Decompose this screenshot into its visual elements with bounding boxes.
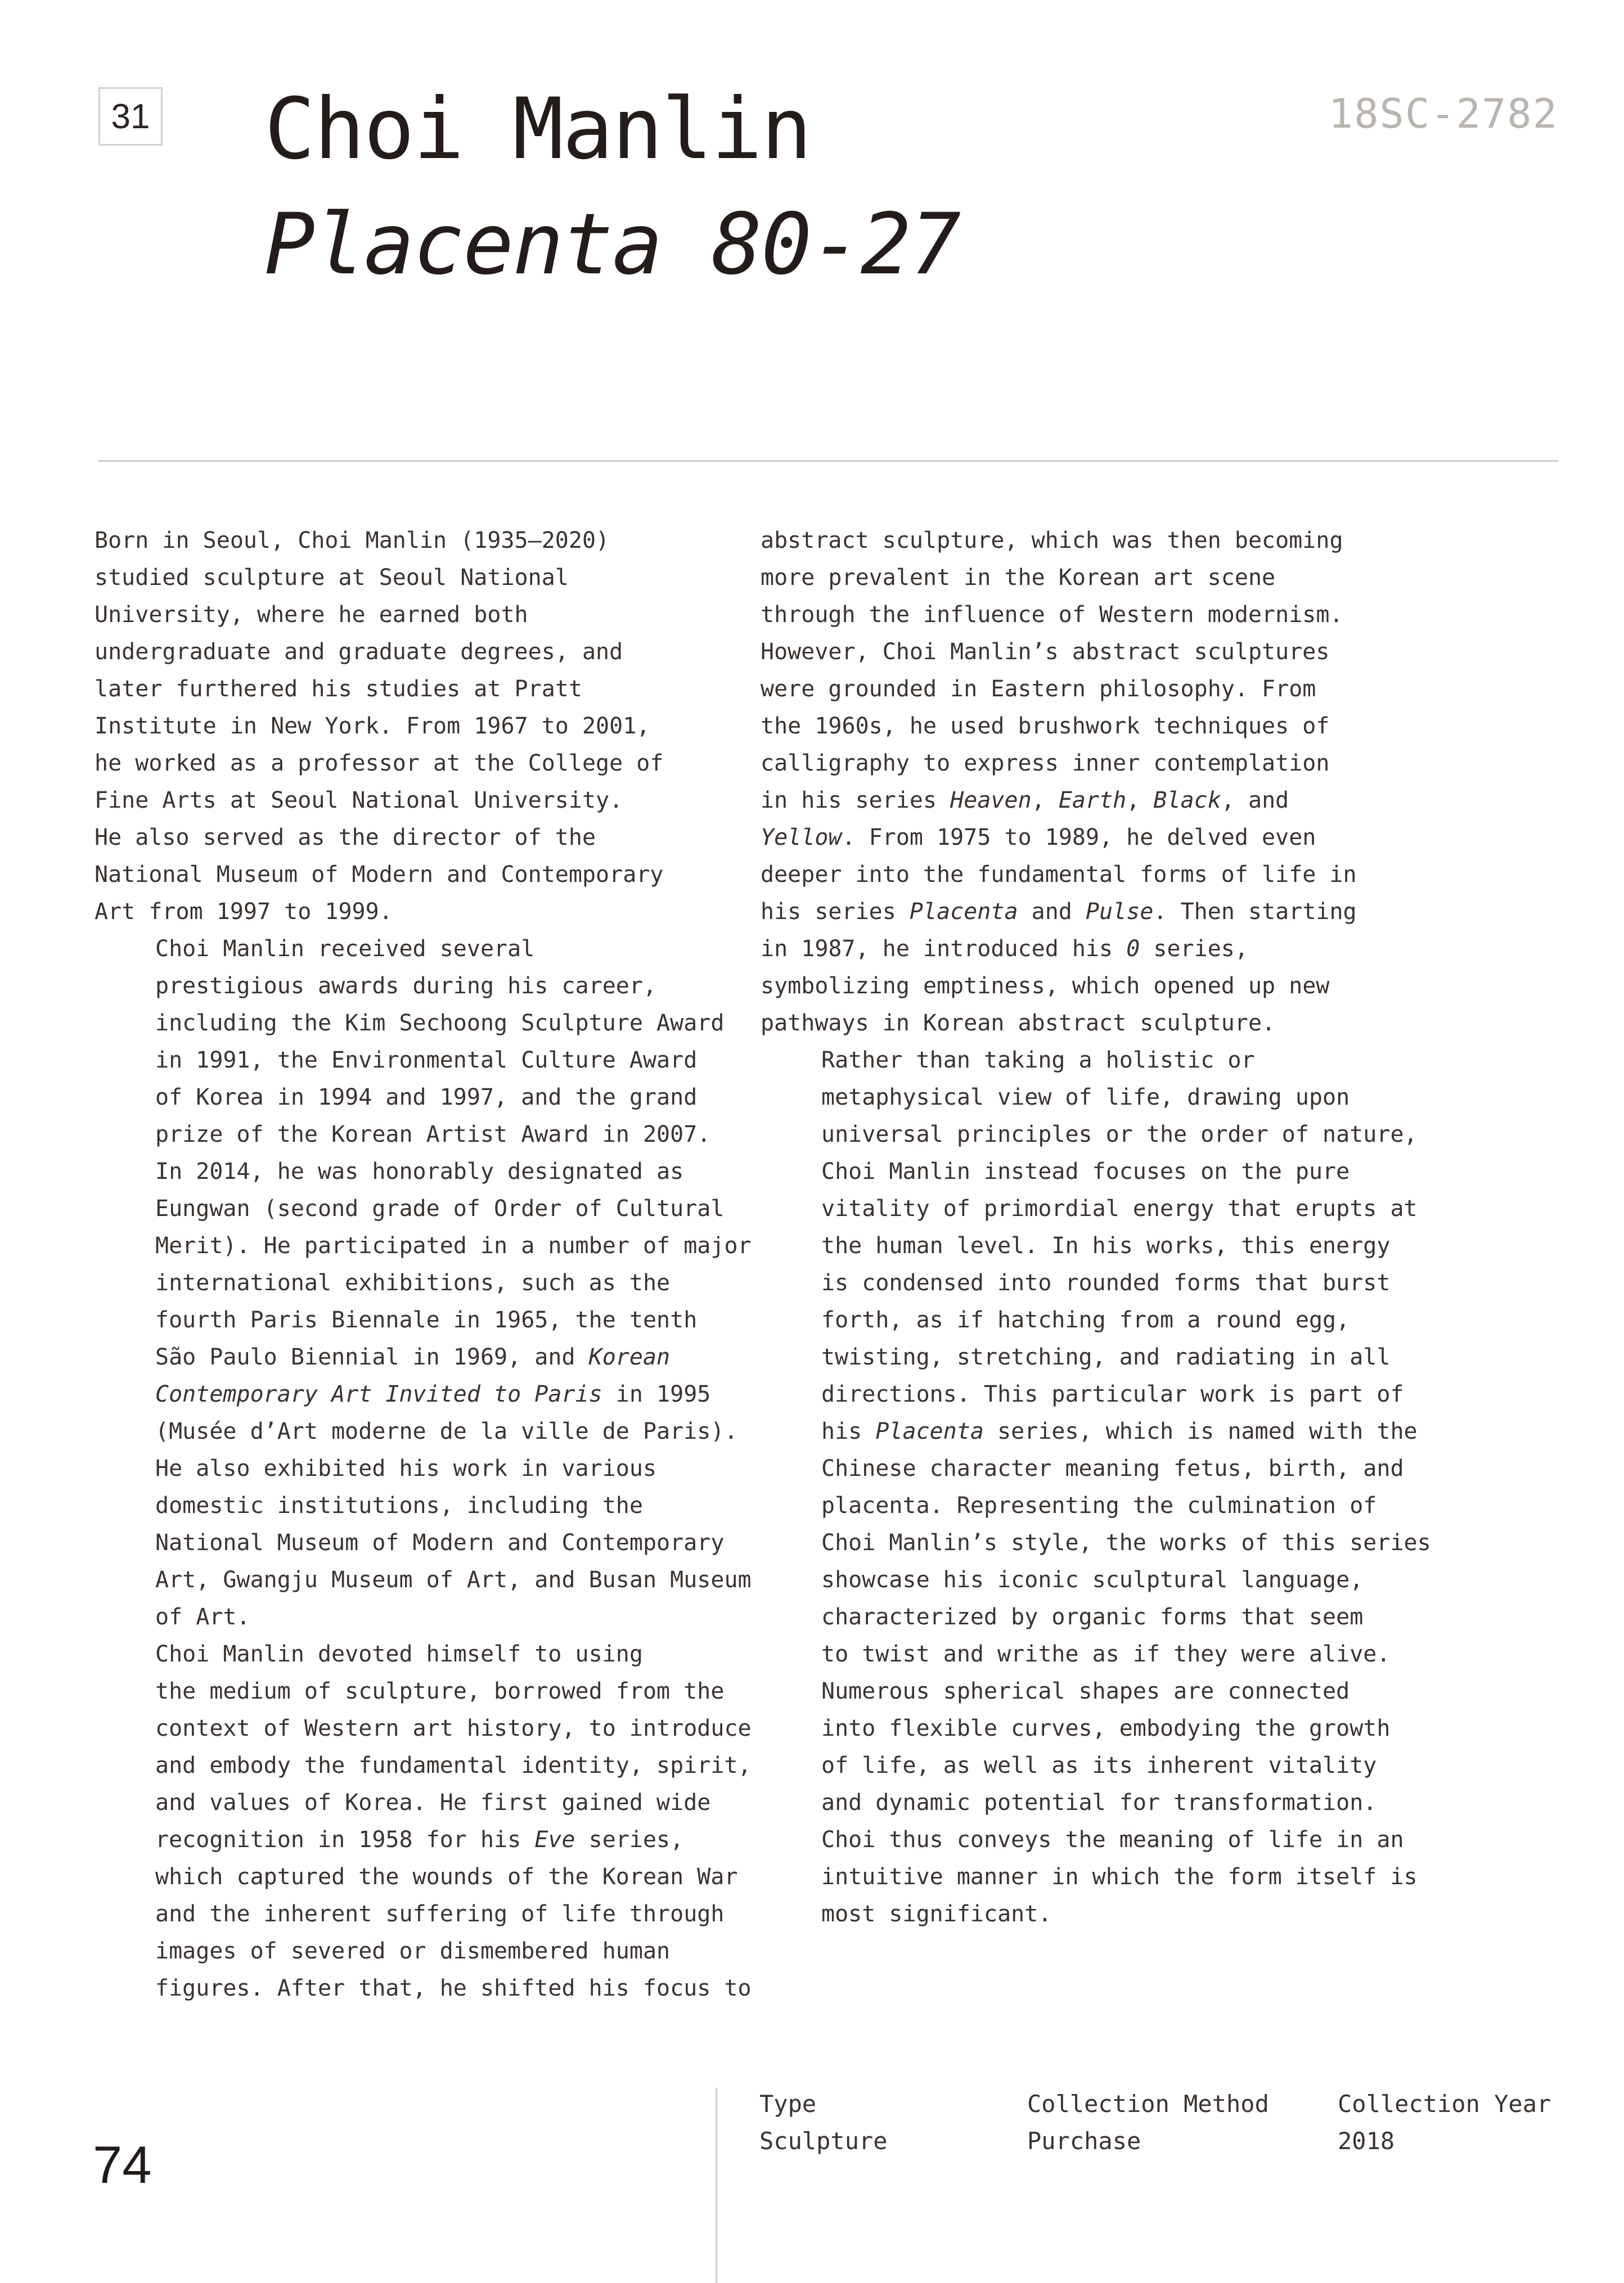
text-line: his Placenta series, which is named with the: [821, 1419, 1418, 1444]
text-line: his series Placenta and Pulse. Then starting: [761, 899, 1357, 925]
metadata-label: Type: [759, 2090, 817, 2118]
text-line: University, where he earned both: [95, 602, 528, 628]
text-line: Art, Gwangju Museum of Art, and Busan Museum: [155, 1567, 752, 1593]
metadata-value: Sculpture: [759, 2127, 888, 2155]
text-line: Merit). He participated in a number of major: [155, 1233, 752, 1259]
text-line: through the influence of Western modernism.: [761, 602, 1343, 628]
text-line: domestic institutions, including the: [155, 1493, 643, 1519]
text-line: deeper into the fundamental forms of life in: [761, 862, 1357, 888]
italic-title: Yellow: [761, 825, 842, 850]
text-line: Choi Manlin instead focuses on the pure: [821, 1159, 1350, 1185]
text-line: context of Western art history, to introduce: [155, 1715, 752, 1741]
italic-title: Placenta: [909, 899, 1018, 925]
text-line: more prevalent in the Korean art scene: [761, 565, 1276, 591]
text-line: Choi Manlin devoted himself to using: [155, 1641, 643, 1667]
text-line: Eungwan (second grade of Order of Cultural: [155, 1196, 725, 1222]
accession-number: 18SC-2782: [1328, 90, 1558, 137]
text-line: National Museum of Modern and Contemporary: [155, 1530, 725, 1556]
paragraph: [95, 930, 752, 1636]
text-line: He also served as the director of the: [95, 825, 596, 850]
text-line: in 1991, the Environmental Culture Award: [155, 1047, 698, 1073]
text-line: placenta. Representing the culmination of: [821, 1493, 1377, 1519]
text-line: Contemporary Art Invited to Paris in 1995: [155, 1381, 711, 1407]
text-line: Choi Manlin received several: [155, 936, 535, 962]
footer-divider: [716, 2088, 717, 2283]
text-line: later furthered his studies at Pratt: [95, 676, 582, 702]
text-line: pathways in Korean abstract sculpture.: [761, 1010, 1276, 1036]
paragraph: [95, 1636, 752, 2007]
text-line: Born in Seoul, Choi Manlin (1935–2020): [95, 528, 610, 553]
text-line: Fine Arts at Seoul National University.: [95, 787, 623, 813]
text-line: figures. After that, he shifted his focus to: [155, 1975, 752, 2001]
text-line: images of severed or dismembered human: [155, 1938, 671, 1964]
italic-title: Heaven: [950, 787, 1032, 813]
text-line: São Paulo Biennial in 1969, and Korean: [155, 1344, 671, 1370]
text-line: metaphysical view of life, drawing upon: [821, 1084, 1350, 1110]
text-line: studied sculpture at Seoul National: [95, 565, 569, 591]
text-line: Numerous spherical shapes are connected: [821, 1678, 1350, 1704]
text-line: characterized by organic forms that seem: [821, 1604, 1364, 1630]
paragraph: [761, 522, 1396, 1042]
body-column-left: [95, 522, 752, 2007]
text-line: in 1987, he introduced his 0 series,: [761, 936, 1248, 962]
paragraph: [761, 1042, 1431, 1933]
metadata-collection-method: [1027, 2086, 1269, 2160]
body-column-right: [761, 522, 1431, 1933]
text-line: Yellow. From 1975 to 1989, he delved even: [761, 825, 1316, 850]
text-line: universal principles or the order of nature,: [821, 1122, 1418, 1147]
text-line: symbolizing emptiness, which opened up new: [761, 973, 1330, 999]
text-line: intuitive manner in which the form itself is: [821, 1864, 1418, 1890]
text-line: to twist and writhe as if they were alive.: [821, 1641, 1391, 1667]
text-line: Choi thus conveys the meaning of life in an: [821, 1827, 1404, 1853]
text-line: Choi Manlin’s style, the works of this series: [821, 1530, 1431, 1556]
metadata-label: Collection Year: [1338, 2090, 1551, 2118]
italic-title: Black: [1153, 787, 1221, 813]
italic-title: Contemporary Art Invited to Paris: [155, 1381, 602, 1407]
page-title: [264, 72, 960, 303]
italic-title: 0: [1126, 936, 1140, 962]
text-line: prestigious awards during his career,: [155, 973, 657, 999]
text-line: National Museum of Modern and Contemporary: [95, 862, 664, 888]
text-line: the 1960s, he used brushwork techniques of: [761, 713, 1330, 739]
italic-title: Korean: [588, 1344, 671, 1370]
metadata-label: Collection Method: [1027, 2090, 1269, 2118]
italic-title: Eve: [534, 1827, 575, 1853]
work-title: Placenta 80-27: [264, 196, 960, 294]
text-line: In 2014, he was honorably designated as: [155, 1159, 684, 1185]
text-line: forth, as if hatching from a round egg,: [821, 1307, 1350, 1333]
entry-number: 31: [111, 97, 150, 136]
page-number: 74: [93, 2135, 152, 2194]
metadata-type: [759, 2086, 888, 2160]
paragraph: [95, 522, 730, 930]
text-line: and dynamic potential for transformation.: [821, 1790, 1377, 1816]
text-line: of Korea in 1994 and 1997, and the grand: [155, 1084, 698, 1110]
text-line: into flexible curves, embodying the growth: [821, 1715, 1391, 1741]
text-line: were grounded in Eastern philosophy. From: [761, 676, 1316, 702]
metadata-value: Purchase: [1027, 2127, 1141, 2155]
metadata-value: 2018: [1338, 2127, 1395, 2155]
text-line: and the inherent suffering of life through: [155, 1901, 725, 1927]
italic-title: Earth: [1058, 787, 1127, 813]
text-line: Institute in New York. From 1967 to 2001,: [95, 713, 650, 739]
text-line: Art from 1997 to 1999.: [95, 899, 393, 925]
header-divider: [98, 460, 1558, 462]
text-line: recognition in 1958 for his Eve series,: [155, 1827, 684, 1853]
text-line: of life, as well as its inherent vitality: [821, 1753, 1377, 1778]
text-line: the human level. In his works, this energy: [821, 1233, 1391, 1259]
text-line: and values of Korea. He first gained wide: [155, 1790, 711, 1816]
metadata-collection-year: [1338, 2086, 1551, 2160]
text-line: and embody the fundamental identity, spirit,: [155, 1753, 752, 1778]
text-line: including the Kim Sechoong Sculpture Award: [155, 1010, 725, 1036]
text-line: showcase his iconic sculptural language,: [821, 1567, 1364, 1593]
italic-title: Pulse: [1085, 899, 1154, 925]
text-line: Rather than taking a holistic or: [821, 1047, 1255, 1073]
text-line: most significant.: [821, 1901, 1052, 1927]
text-line: the medium of sculpture, borrowed from the: [155, 1678, 725, 1704]
entry-number-badge: [98, 87, 163, 146]
text-line: calligraphy to express inner contemplation: [761, 750, 1330, 776]
text-line: twisting, stretching, and radiating in all: [821, 1344, 1391, 1370]
text-line: However, Choi Manlin’s abstract sculptures: [761, 639, 1330, 665]
text-line: of Art.: [155, 1604, 250, 1630]
text-line: Chinese character meaning fetus, birth, and: [821, 1456, 1404, 1482]
italic-title: Placenta: [875, 1419, 984, 1444]
text-line: abstract sculpture, which was then becoming: [761, 528, 1343, 553]
artist-name: Choi Manlin: [264, 80, 811, 178]
text-line: vitality of primordial energy that erupts at: [821, 1196, 1418, 1222]
text-line: he worked as a professor at the College of: [95, 750, 664, 776]
text-line: He also exhibited his work in various: [155, 1456, 657, 1482]
text-line: prize of the Korean Artist Award in 2007.: [155, 1122, 711, 1147]
text-line: in his series Heaven, Earth, Black, and: [761, 787, 1289, 813]
text-line: international exhibitions, such as the: [155, 1270, 671, 1296]
text-line: which captured the wounds of the Korean War: [155, 1864, 738, 1890]
text-line: (Musée d’Art moderne de la ville de Paris).: [155, 1419, 738, 1444]
text-line: directions. This particular work is part of: [821, 1381, 1404, 1407]
text-line: undergraduate and graduate degrees, and: [95, 639, 623, 665]
text-line: is condensed into rounded forms that burst: [821, 1270, 1391, 1296]
text-line: fourth Paris Biennale in 1965, the tenth: [155, 1307, 698, 1333]
